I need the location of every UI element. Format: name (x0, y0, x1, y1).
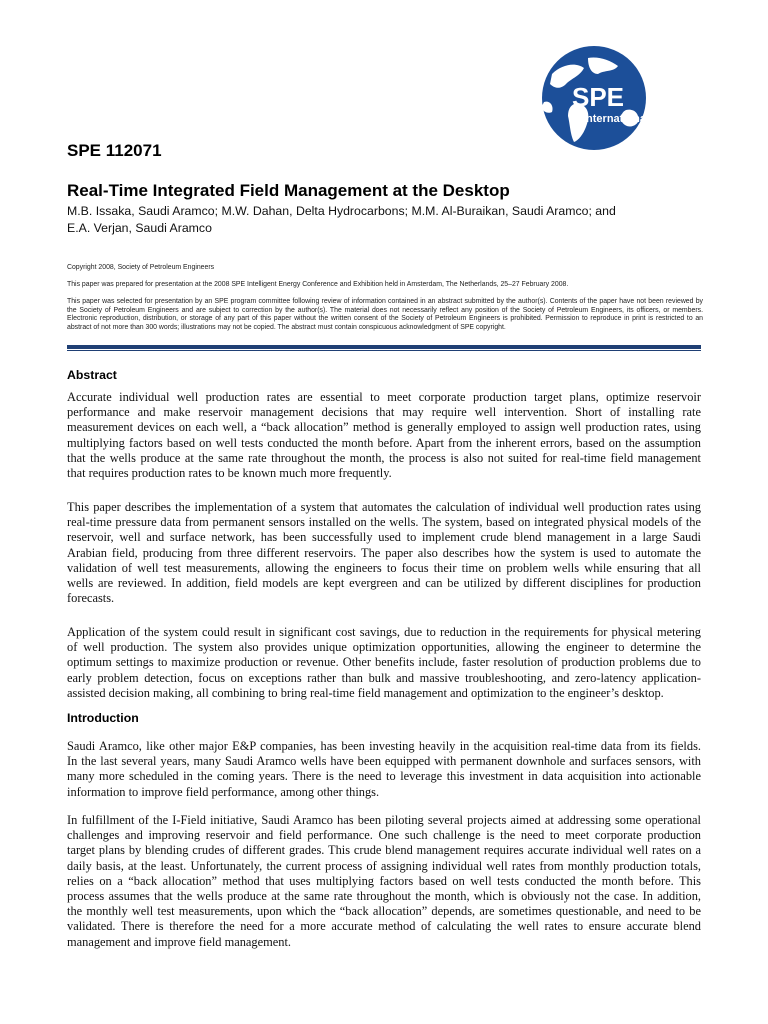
header-divider-thin (67, 350, 701, 351)
text-line: validation of well test measurements, allowing the engineers to focus their time on problem wells while ensuring that all (67, 560, 701, 575)
text-line: Application of the system could result in significant cost savings, due to reduction in the requirements for physical metering (67, 625, 701, 639)
text-line: validated. There is therefore the need for a more accurate method of calculating the well rates to ensure accurate blend (67, 919, 701, 934)
text-line: process assumes that the wells produce at the same rate throughout the month, which is obviously not the case. In addition, (67, 889, 701, 904)
header-divider (67, 345, 701, 349)
author-line: E.A. Verjan, Saudi Aramco (67, 221, 212, 235)
abstract-paragraph-1 (67, 390, 701, 481)
spe-international-logo (514, 44, 674, 152)
text-line: target plans by blending crudes of different grades. This crude blend management requires accurate individual well rates on a (67, 843, 701, 858)
introduction-heading: Introduction (67, 711, 139, 725)
text-line: optimum settings to maximize production or revenue. Other benefits include, faster resolution of production problems due to (67, 655, 701, 670)
text-line: daily basis, at the least. Unfortunately, the current process of assigning individual well rates from monthly production totals, (67, 858, 701, 873)
abstract-paragraph-2 (67, 500, 701, 606)
text-line: Saudi Aramco, like other major E&P companies, has been investing heavily in the acquisition real-time data from its fields. (67, 739, 701, 753)
text-line: wells are reviewed. In addition, field models are kept evergreen and can be utilized by different disciplines for production (67, 576, 701, 591)
introduction-paragraph-1 (67, 739, 701, 800)
presentation-notice: This paper was prepared for presentation at the 2008 SPE Intelligent Energy Conference and Exhibition held in Amsterdam, The Netherlands, 25–27 February 2008. (67, 281, 569, 288)
paper-number: SPE 112071 (67, 141, 162, 160)
copyright-notice: Copyright 2008, Society of Petroleum Engineers (67, 264, 215, 271)
text-line: of well production. The system also provides unique optimization opportunities, allowing the engineer to determine the (67, 640, 701, 655)
text-line: In fulfillment of the I-Field initiative, Saudi Aramco has been piloting several projects aimed at addressing some operational (67, 813, 701, 827)
text-line: early problem detection, focus on exceptions rather than bulk and massive troubleshooting, and zero-latency application- (67, 670, 701, 685)
logo-subtext: International (582, 113, 650, 125)
text-line: In the last several years, many Saudi Aramco wells have been equipped with permanent downhole and surfaces sensors, with (67, 754, 701, 769)
text-line: reservoir, well and surface network, has been successfully used to implement crude blend management in a large Saudi (67, 530, 701, 545)
text-line: information to improve field performance, among other things. (67, 784, 380, 799)
text-line: performance and make reservoir management decisions that may require well intervention. Short of installing rate (67, 405, 701, 420)
abstract-heading: Abstract (67, 368, 117, 382)
text-line: that the wells produce at the same rate throughout the month, the process is also not suited for real-time field management (67, 450, 701, 465)
text-line: management and improve field management. (67, 934, 291, 949)
author-list (67, 203, 707, 237)
paper-title: Real-Time Integrated Field Management at the Desktop (67, 181, 510, 200)
text-line: multiplying factors based on well tests conducted the month before. Apart from the inherent errors, based on the assumption (67, 435, 701, 450)
text-line: many more scheduled in the coming years. There is the need to leverage this investment in data acquisition into actionable (67, 769, 701, 784)
selection-notice: This paper was selected for presentation by an SPE program committee following review of information contained in an abstract submitted by the author(s). Contents of the paper have not been reviewed by the Society of Petroleum Engineers and are subject to correction by the author(s). The material does not necessarily reflect any position of the Society of Petroleum Engineers, its officers, or members. Electronic reproduction, distribution, or storage of any part of this paper without the written consent of the Society of Petroleum Engineers is prohibited. Permission to reproduce in print is restricted to an abstract of not more than 300 words; illustrations may not be copied. The abstract must contain conspicuous acknowledgment of SPE copyright. (67, 298, 703, 331)
author-line: M.B. Issaka, Saudi Aramco; M.W. Dahan, Delta Hydrocarbons; M.M. Al-Buraikan, Saudi Aramco; and (67, 204, 616, 218)
text-line: the monthly well test measurements, upon which the “back allocation” depends, are sometimes questionable, and need to be (67, 904, 701, 919)
logo-text: SPE (571, 82, 625, 112)
text-line: measurement devices on each well, a “back allocation” method is generally employed to assign well production rates, using (67, 420, 701, 435)
text-line: assisted decision making, all combining to bring real-time field management and optimization to the engineer’s desktop. (67, 685, 664, 700)
text-line: real-time pressure data from permanent sensors installed on the wells. The system, based on integrated physical models of the (67, 515, 701, 530)
introduction-paragraph-2 (67, 813, 701, 950)
text-line: This paper describes the implementation of a system that automates the calculation of individual well production rates using (67, 500, 701, 514)
text-line: Arabian field, producing from three different reservoirs. The paper also describes how the system is used to automate the (67, 545, 701, 560)
text-line: challenges and improving reservoir and field performance. One such challenge is the need to meet corporate production (67, 828, 701, 843)
text-line: relies on a “back allocation” method that uses multiplying factors based on well tests conducted the month before. This (67, 873, 701, 888)
text-line: forecasts. (67, 591, 115, 606)
text-line: that requires production rates to be known much more frequently. (67, 466, 392, 481)
abstract-paragraph-3 (67, 625, 701, 701)
text-line: Accurate individual well production rates are essential to meet corporate production target plans, optimize reservoir (67, 390, 701, 404)
